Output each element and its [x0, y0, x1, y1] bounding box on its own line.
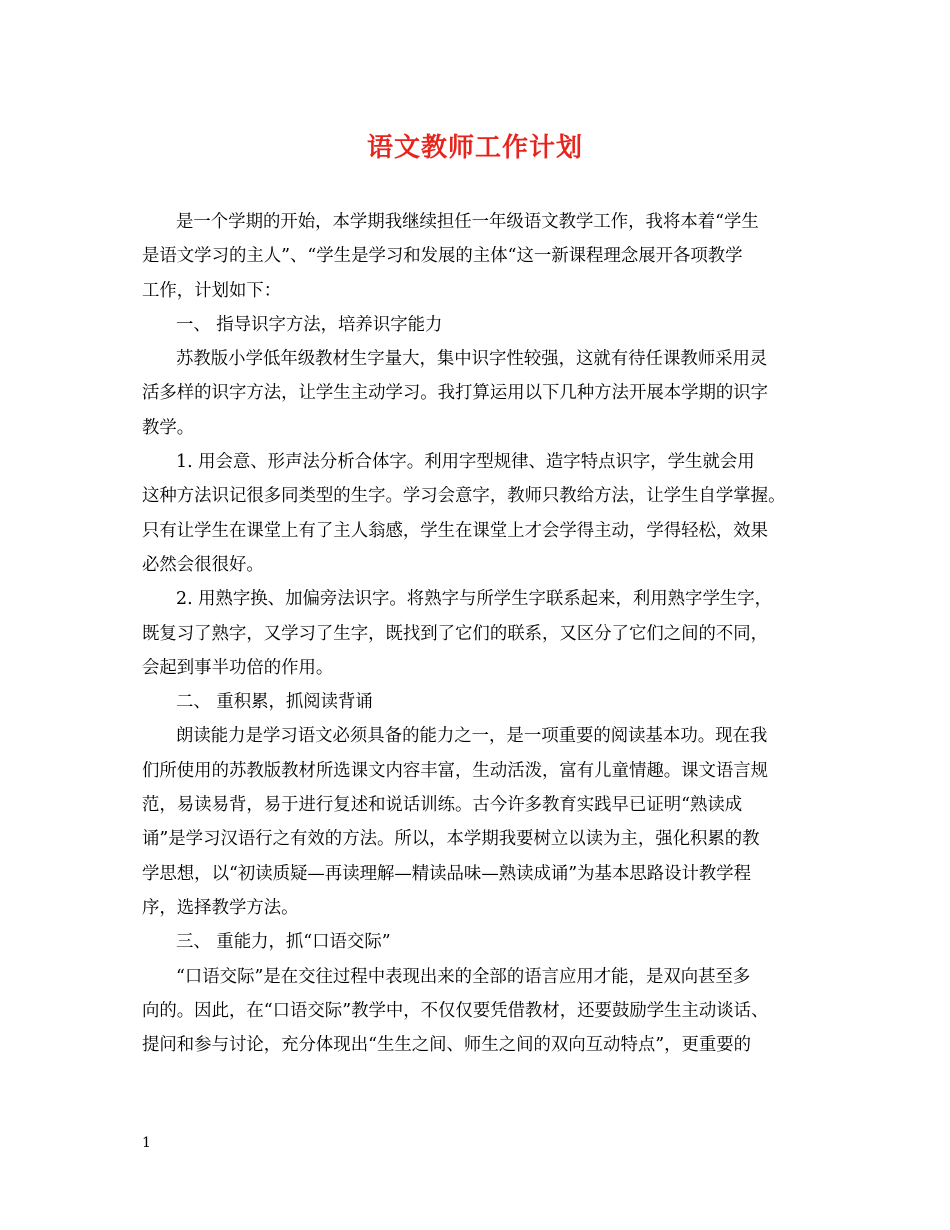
text-line: 工作，计划如下： [142, 280, 282, 301]
document-title: 语文教师工作计划 [366, 133, 583, 163]
text-line: 一、 指导识字方法，培养识字能力 [176, 314, 443, 335]
text-line: 诵”是学习汉语行之有效的方法。所以，本学期我要树立以读为主，强化积累的教 [142, 829, 760, 850]
text-line: 是语文学习的主人”、“学生是学习和发展的主体“这一新课程理念展开各项教学 [142, 246, 743, 267]
text-line: 二、 重积累，抓阅读背诵 [176, 692, 373, 713]
text-line: 是一个学期的开始，本学期我继续担任一年级语文教学工作，我将本着“学生 [176, 212, 759, 232]
text-line: 向的。因此，在“口语交际”教学中，不仅仅要凭借教材，还要鼓励学生主动谈话、 [142, 1000, 769, 1021]
text-line: 既复习了熟字，又学习了生字，既找到了它们的联系，又区分了它们之间的不同， [142, 623, 769, 644]
page-number: 1 [142, 1135, 151, 1151]
text-line: 2. 用熟字换、加偏旁法识字。将熟字与所学生字联系起来，利用熟字学生字， [176, 589, 773, 610]
text-line: 活多样的识字方法，让学生主动学习。我打算运用以下几种方法开展本学期的识字 [142, 383, 769, 404]
text-line: 学思想，以“初读质疑—再读理解—精读品味—熟读成诵”为基本思路设计教学程 [142, 863, 752, 884]
text-line: 会起到事半功倍的作用。 [142, 657, 334, 678]
text-line: 范，易读易背，易于进行复述和说话训练。古今许多教育实践早已证明“熟读成 [142, 795, 743, 816]
text-line: 三、 重能力，抓“口语交际” [176, 932, 391, 953]
document-body [142, 205, 822, 1062]
text-line: 这种方法识记很多同类型的生字。学习会意字，教师只教给方法，让学生自学掌握。 [142, 486, 786, 507]
text-line: 们所使用的苏教版教材所选课文内容丰富，生动活泼，富有儿童情趣。课文语言规 [142, 760, 769, 781]
text-line: 必然会很很好。 [142, 554, 264, 575]
text-line: 只有让学生在课堂上有了主人翁感，学生在课堂上才会学得主动，学得轻松，效果 [142, 520, 769, 541]
text-line: 1. 用会意、形声法分析合体字。利用字型规律、造字特点识字，学生就会用 [176, 452, 755, 473]
text-line: 朗读能力是学习语文必须具备的能力之一，是一项重要的阅读基本功。现在我 [176, 726, 768, 747]
text-line: 提问和参与讨论，充分体现出“生生之间、师生之间的双向互动特点”，更重要的 [142, 1035, 752, 1056]
text-line: 苏教版小学低年级教材生字量大，集中识字性较强，这就有待任课教师采用灵 [176, 349, 768, 370]
text-line: 序，选择教学方法。 [142, 897, 299, 918]
text-line: “口语交际”是在交往过程中表现出来的全部的语言应用才能，是双向甚至多 [176, 966, 751, 987]
text-line: 教学。 [142, 417, 195, 438]
